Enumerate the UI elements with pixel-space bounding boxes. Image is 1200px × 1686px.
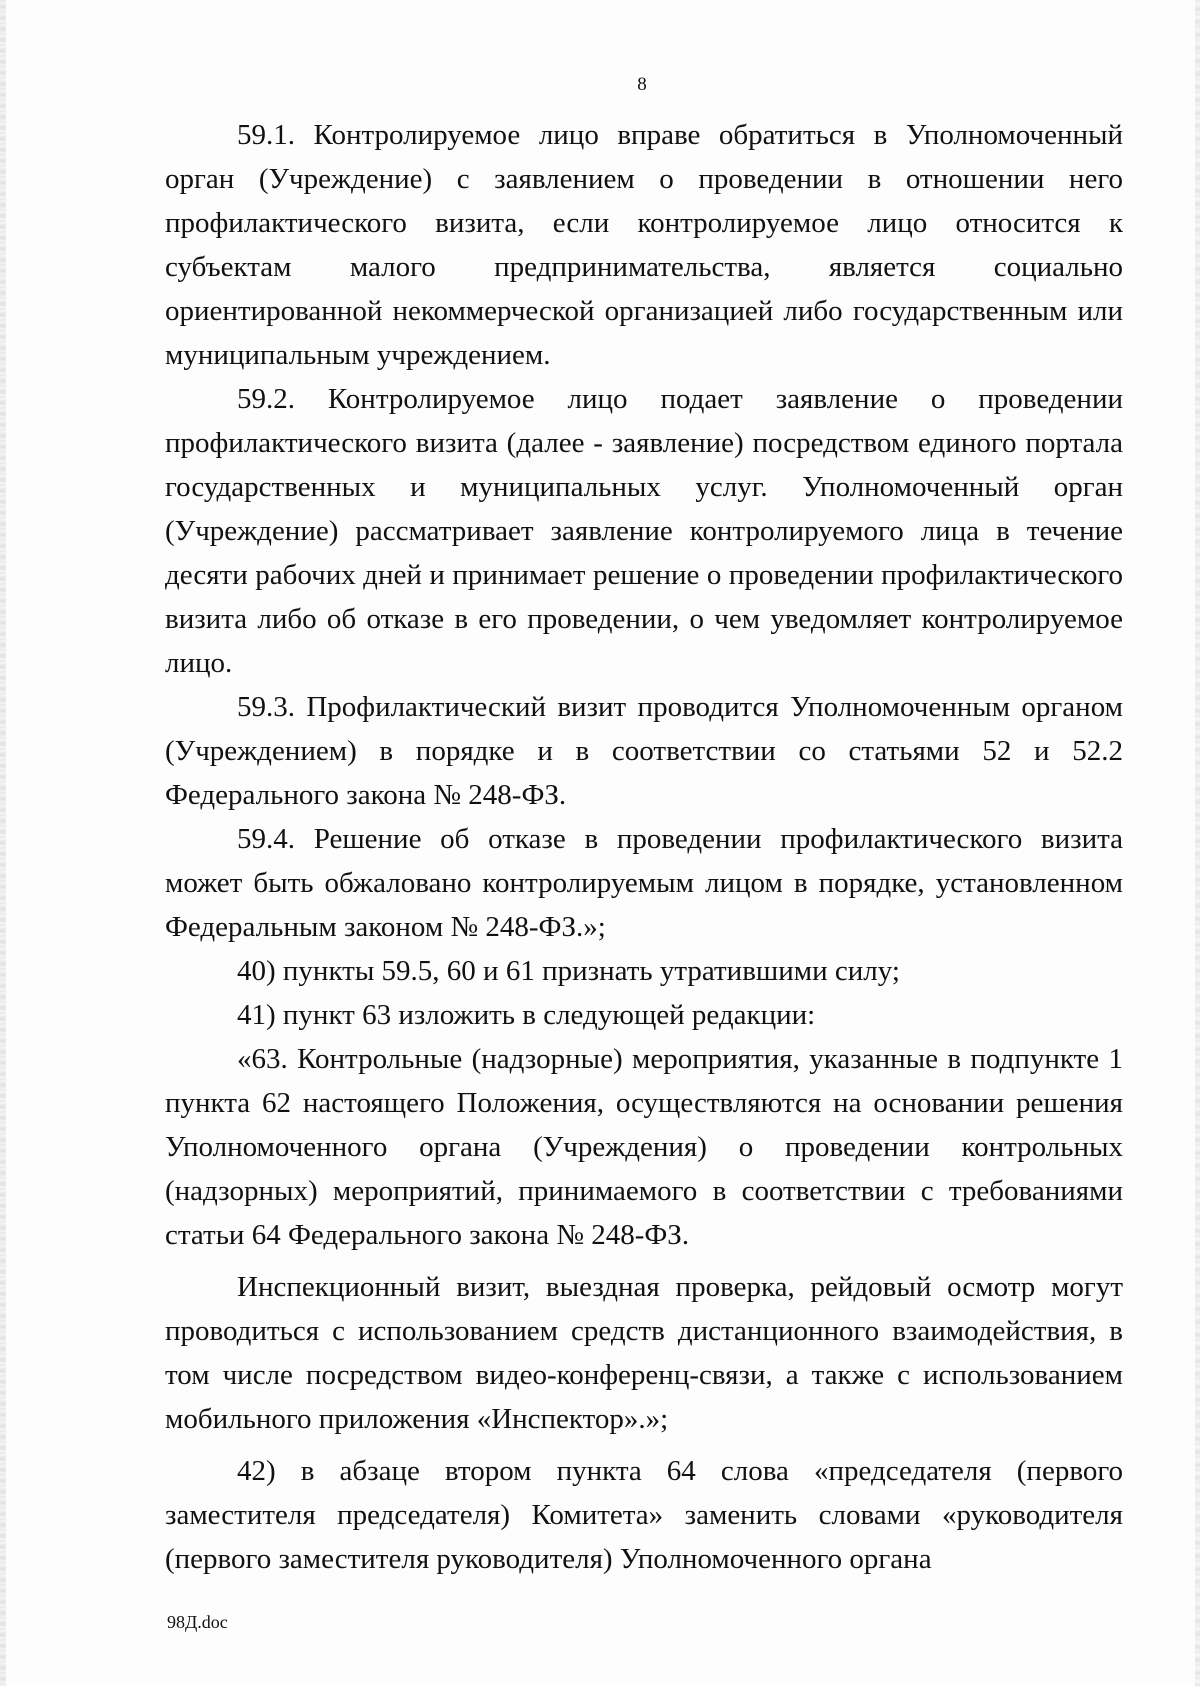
paragraph-59-4: 59.4. Решение об отказе в проведении профилактического визита может быть обжаловано контролируемым лицом в порядке, установленном Федеральным законом № 248-ФЗ.»; — [165, 823, 1123, 943]
scan-edge-right — [1195, 0, 1200, 1686]
footer-filename: 98Д.doc — [167, 1612, 228, 1632]
paragraph-59-3: 59.3. Профилактический визит проводится Уполномоченным органом (Учреждением) в порядке и в соответствии со статьями 52 и 52.2 Федерального закона № 248-ФЗ. — [165, 691, 1123, 811]
document-body — [165, 113, 1123, 1581]
paragraph-59-1: 59.1. Контролируемое лицо вправе обратиться в Уполномоченный орган (Учреждение) с заявлением о проведении в отношении него профилактического визита, если контролируемое лицо относится к субъектам малого предпринимательства, является социально ориентированной некоммерческой организацией либо государственным или муниципальным учреждением. — [165, 119, 1123, 371]
paragraph-59-2: 59.2. Контролируемое лицо подает заявление о проведении профилактического визита (далее - заявление) посредством единого портала государственных и муниципальных услуг. Уполномоченный орган (Учреждение) рассматривает заявление контролируемого лица в течение десяти рабочих дней и принимает решение о проведении профилактического визита либо об отказе в его проведении, о чем уведомляет контролируемое лицо. — [165, 383, 1123, 679]
paragraph-item-40: 40) пункты 59.5, 60 и 61 признать утратившими силу; — [237, 955, 900, 987]
paragraph-inspection-visit: Инспекционный визит, выездная проверка, рейдовый осмотр могут проводиться с использованием средств дистанционного взаимодействия, в том числе посредством видео-конференц-связи, а также с использованием мобильного приложения «Инспектор».»; — [165, 1271, 1123, 1435]
page-number: 8 — [637, 74, 647, 95]
paragraph-item-41: 41) пункт 63 изложить в следующей редакции: — [237, 999, 816, 1031]
paragraph-item-42: 42) в абзаце втором пункта 64 слова «председателя (первого заместителя председателя) Комитета» заменить словами «руководителя (первого заместителя руководителя) Уполномоченного органа — [165, 1455, 1123, 1575]
scan-edge-left — [0, 0, 6, 1686]
paragraph-63: «63. Контрольные (надзорные) мероприятия, указанные в подпункте 1 пункта 62 настоящего Положения, осуществляются на основании решения Уполномоченного органа (Учреждения) о проведении контрольных (надзорных) мероприятий, принимаемого в соответствии с требованиями статьи 64 Федерального закона № 248-ФЗ. — [165, 1043, 1123, 1251]
